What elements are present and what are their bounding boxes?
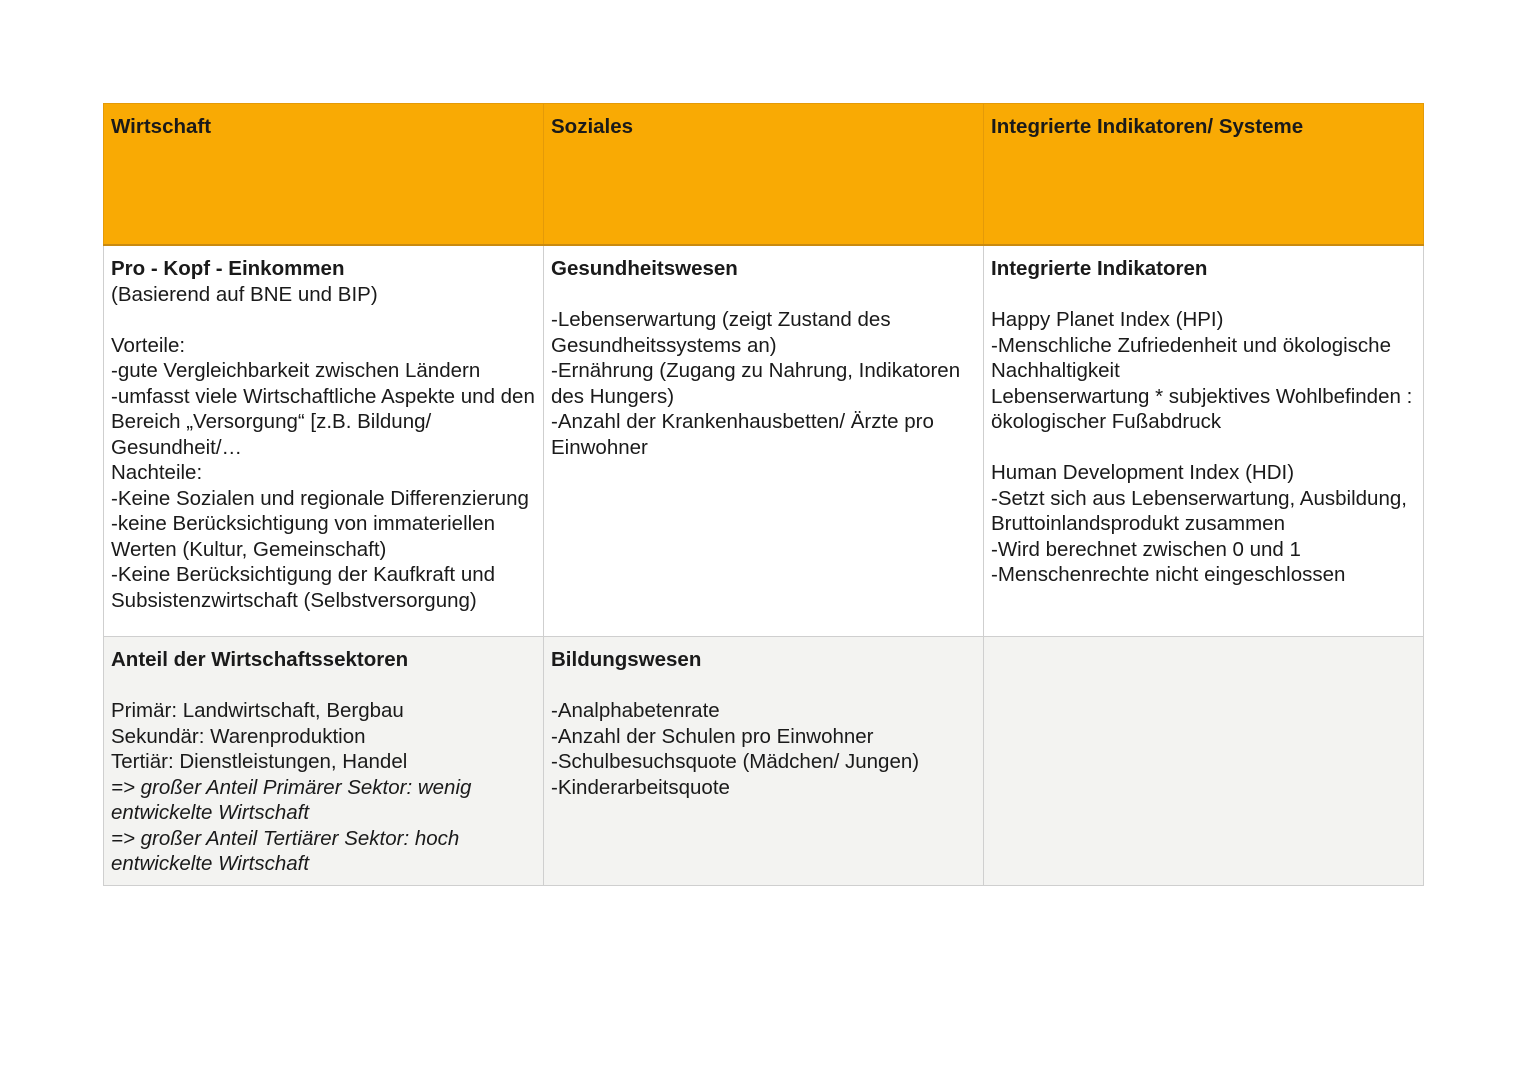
- list-item: -Menschliche Zufriedenheit und ökologische Nachhaltigkeit: [991, 333, 1391, 382]
- note-item: => großer Anteil Tertiärer Sektor: hoch entwickelte Wirtschaft: [111, 826, 460, 875]
- list-item: -Setzt sich aus Lebenserwartung, Ausbildung, Bruttoinlandsprodukt zusammen: [991, 486, 1407, 535]
- table-row: [104, 245, 1424, 637]
- list-item: -Anzahl der Schulen pro Einwohner: [551, 724, 874, 748]
- cell-gesundheitswesen: [544, 245, 984, 637]
- header-cell-wirtschaft: Wirtschaft: [104, 104, 544, 246]
- table-row: [104, 637, 1424, 886]
- list-item: -Anzahl der Krankenhausbetten/ Ärzte pro Einwohner: [551, 410, 934, 459]
- cell-title: Bildungswesen: [551, 648, 702, 671]
- note-item: => großer Anteil Primärer Sektor: wenig entwickelte Wirtschaft: [111, 775, 472, 824]
- table-header-row: [104, 104, 1424, 246]
- list-item: -keine Berücksichtigung von immateriellen Werten (Kultur, Gemeinschaft): [111, 512, 495, 561]
- list-item: -Schulbesuchsquote (Mädchen/ Jungen): [551, 750, 920, 773]
- cell-title: Anteil der Wirtschaftssektoren: [111, 648, 409, 671]
- list-item: Primär: Landwirtschaft, Bergbau: [111, 699, 404, 722]
- list-item: -Analphabetenrate: [551, 699, 720, 722]
- cell-title: Integrierte Indikatoren: [991, 257, 1208, 280]
- cell-title: Pro - Kopf - Einkommen: [111, 257, 345, 280]
- list-item: -Ernährung (Zugang zu Nahrung, Indikatoren des Hungers): [551, 359, 961, 408]
- cell-title: Gesundheitswesen: [551, 257, 738, 280]
- list-item: -Kinderarbeitsquote: [551, 775, 730, 799]
- cell-integrierte-indikatoren: [984, 245, 1424, 637]
- hdi-title: Human Development Index (HDI): [991, 461, 1295, 484]
- cell-subtitle: (Basierend auf BNE und BIP): [111, 282, 378, 306]
- header-cell-integrierte: Integrierte Indikatoren/ Systeme: [984, 104, 1424, 246]
- list-item: -Keine Sozialen und regionale Differenzierung: [111, 486, 529, 510]
- list-item: -Keine Berücksichtigung der Kaufkraft und Subsistenzwirtschaft (Selbstversorgung): [111, 563, 496, 612]
- list-item: -gute Vergleichbarkeit zwischen Ländern: [111, 359, 481, 382]
- list-item: -Lebenserwartung (zeigt Zustand des Gesundheitssystems an): [551, 308, 891, 357]
- cell-wirtschaftssektoren: [104, 637, 544, 886]
- list-item: Lebenserwartung * subjektives Wohlbefinden : ökologischer Fußabdruck: [991, 384, 1413, 433]
- cell-empty: [984, 637, 1424, 886]
- list-item: -Menschenrechte nicht eingeschlossen: [991, 563, 1346, 586]
- nachteile-label: Nachteile:: [111, 461, 203, 484]
- list-item: -umfasst viele Wirtschaftliche Aspekte und den Bereich „Versorgung“ [z.B. Bildung/ Gesundheit/…: [111, 384, 535, 459]
- list-item: Tertiär: Dienstleistungen, Handel: [111, 750, 408, 773]
- list-item: -Wird berechnet zwischen 0 und 1: [991, 537, 1301, 561]
- cell-bildungswesen: [544, 637, 984, 886]
- header-cell-soziales: Soziales: [544, 104, 984, 246]
- vorteile-label: Vorteile:: [111, 333, 186, 357]
- indicator-table: [103, 103, 1424, 886]
- hpi-title: Happy Planet Index (HPI): [991, 308, 1224, 331]
- list-item: Sekundär: Warenproduktion: [111, 724, 366, 748]
- cell-pro-kopf-einkommen: [104, 245, 544, 637]
